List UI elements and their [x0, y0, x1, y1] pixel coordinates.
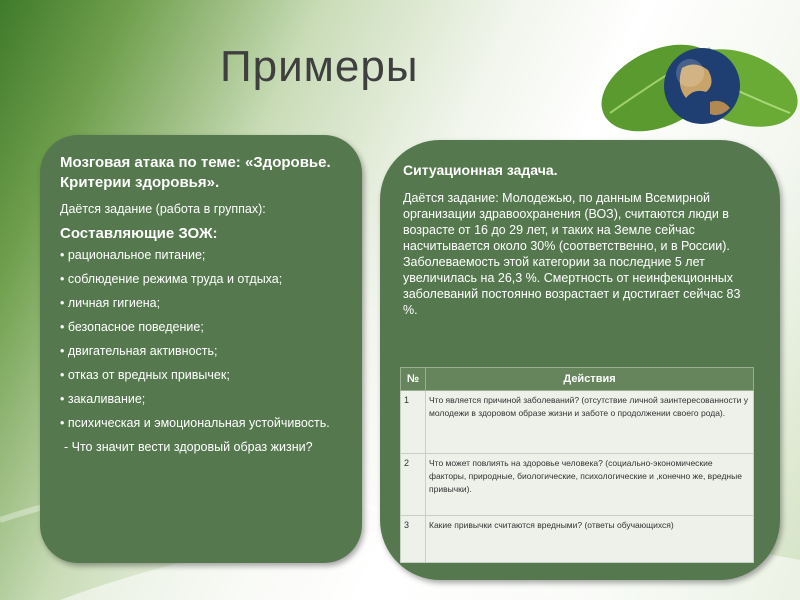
actions-table	[400, 367, 754, 563]
brainstorm-question: - Что значит вести здоровый образ жизни?	[64, 440, 313, 454]
page-title: Примеры	[220, 42, 419, 91]
list-item: • соблюдение режима труда и отдыха;	[60, 272, 283, 286]
healthy-lifestyle-list	[60, 248, 348, 431]
table-row	[401, 516, 754, 563]
table-header-actions: Действия	[426, 368, 754, 391]
table-header-number: №	[401, 368, 426, 391]
situational-task-text: Даётся задание: Молодежью, по данным Всемирной организации здравоохранения (ВОЗ), считаются люди в возрасте от 16 до 29 лет, и таких на Земле сейчас насчитывается около 30% (соответственно, и в России). Заболеваемость этой категории за последние 5 лет увеличилась на 26,3 %. Смертность от неинфекционных заболеваний постоянно возрастает и достигает сейчас 83 %.	[403, 191, 741, 317]
brainstorm-panel	[40, 135, 362, 563]
row-text: Какие привычки считаются вредными? (ответы обучающихся)	[426, 516, 754, 563]
row-number: 1	[401, 391, 426, 454]
list-item: • психическая и эмоциональная устойчивость.	[60, 416, 330, 430]
list-item: • двигательная активность;	[60, 344, 218, 358]
brainstorm-heading: Мозговая атака по теме: «Здоровье. Критерии здоровья».	[60, 154, 331, 191]
row-number: 3	[401, 516, 426, 563]
healthy-lifestyle-subheading: Составляющие ЗОЖ:	[60, 225, 218, 242]
list-item: • рациональное питание;	[60, 248, 206, 262]
list-item: • закаливание;	[60, 392, 146, 406]
brainstorm-task: Даётся задание (работа в группах):	[60, 202, 266, 216]
table-row	[401, 391, 754, 454]
row-text: Что может повлиять на здоровье человека? (социально-экономические факторы, природные, биологические, психологические и ,конечно же, вредные привычки).	[426, 454, 754, 516]
list-item: • личная гигиена;	[60, 296, 161, 310]
row-text: Что является причиной заболеваний? (отсутствие личной заинтересованности у молодежи в здоровом образе жизни и заботе о продолжении своего рода).	[426, 391, 754, 454]
situational-task-heading: Ситуационная задача.	[403, 162, 558, 178]
list-item: • отказ от вредных привычек;	[60, 368, 230, 382]
globe-leaf-image	[590, 18, 800, 138]
situational-task-panel	[380, 140, 780, 580]
row-number: 2	[401, 454, 426, 516]
list-item: • безопасное поведение;	[60, 320, 204, 334]
table-row	[401, 454, 754, 516]
